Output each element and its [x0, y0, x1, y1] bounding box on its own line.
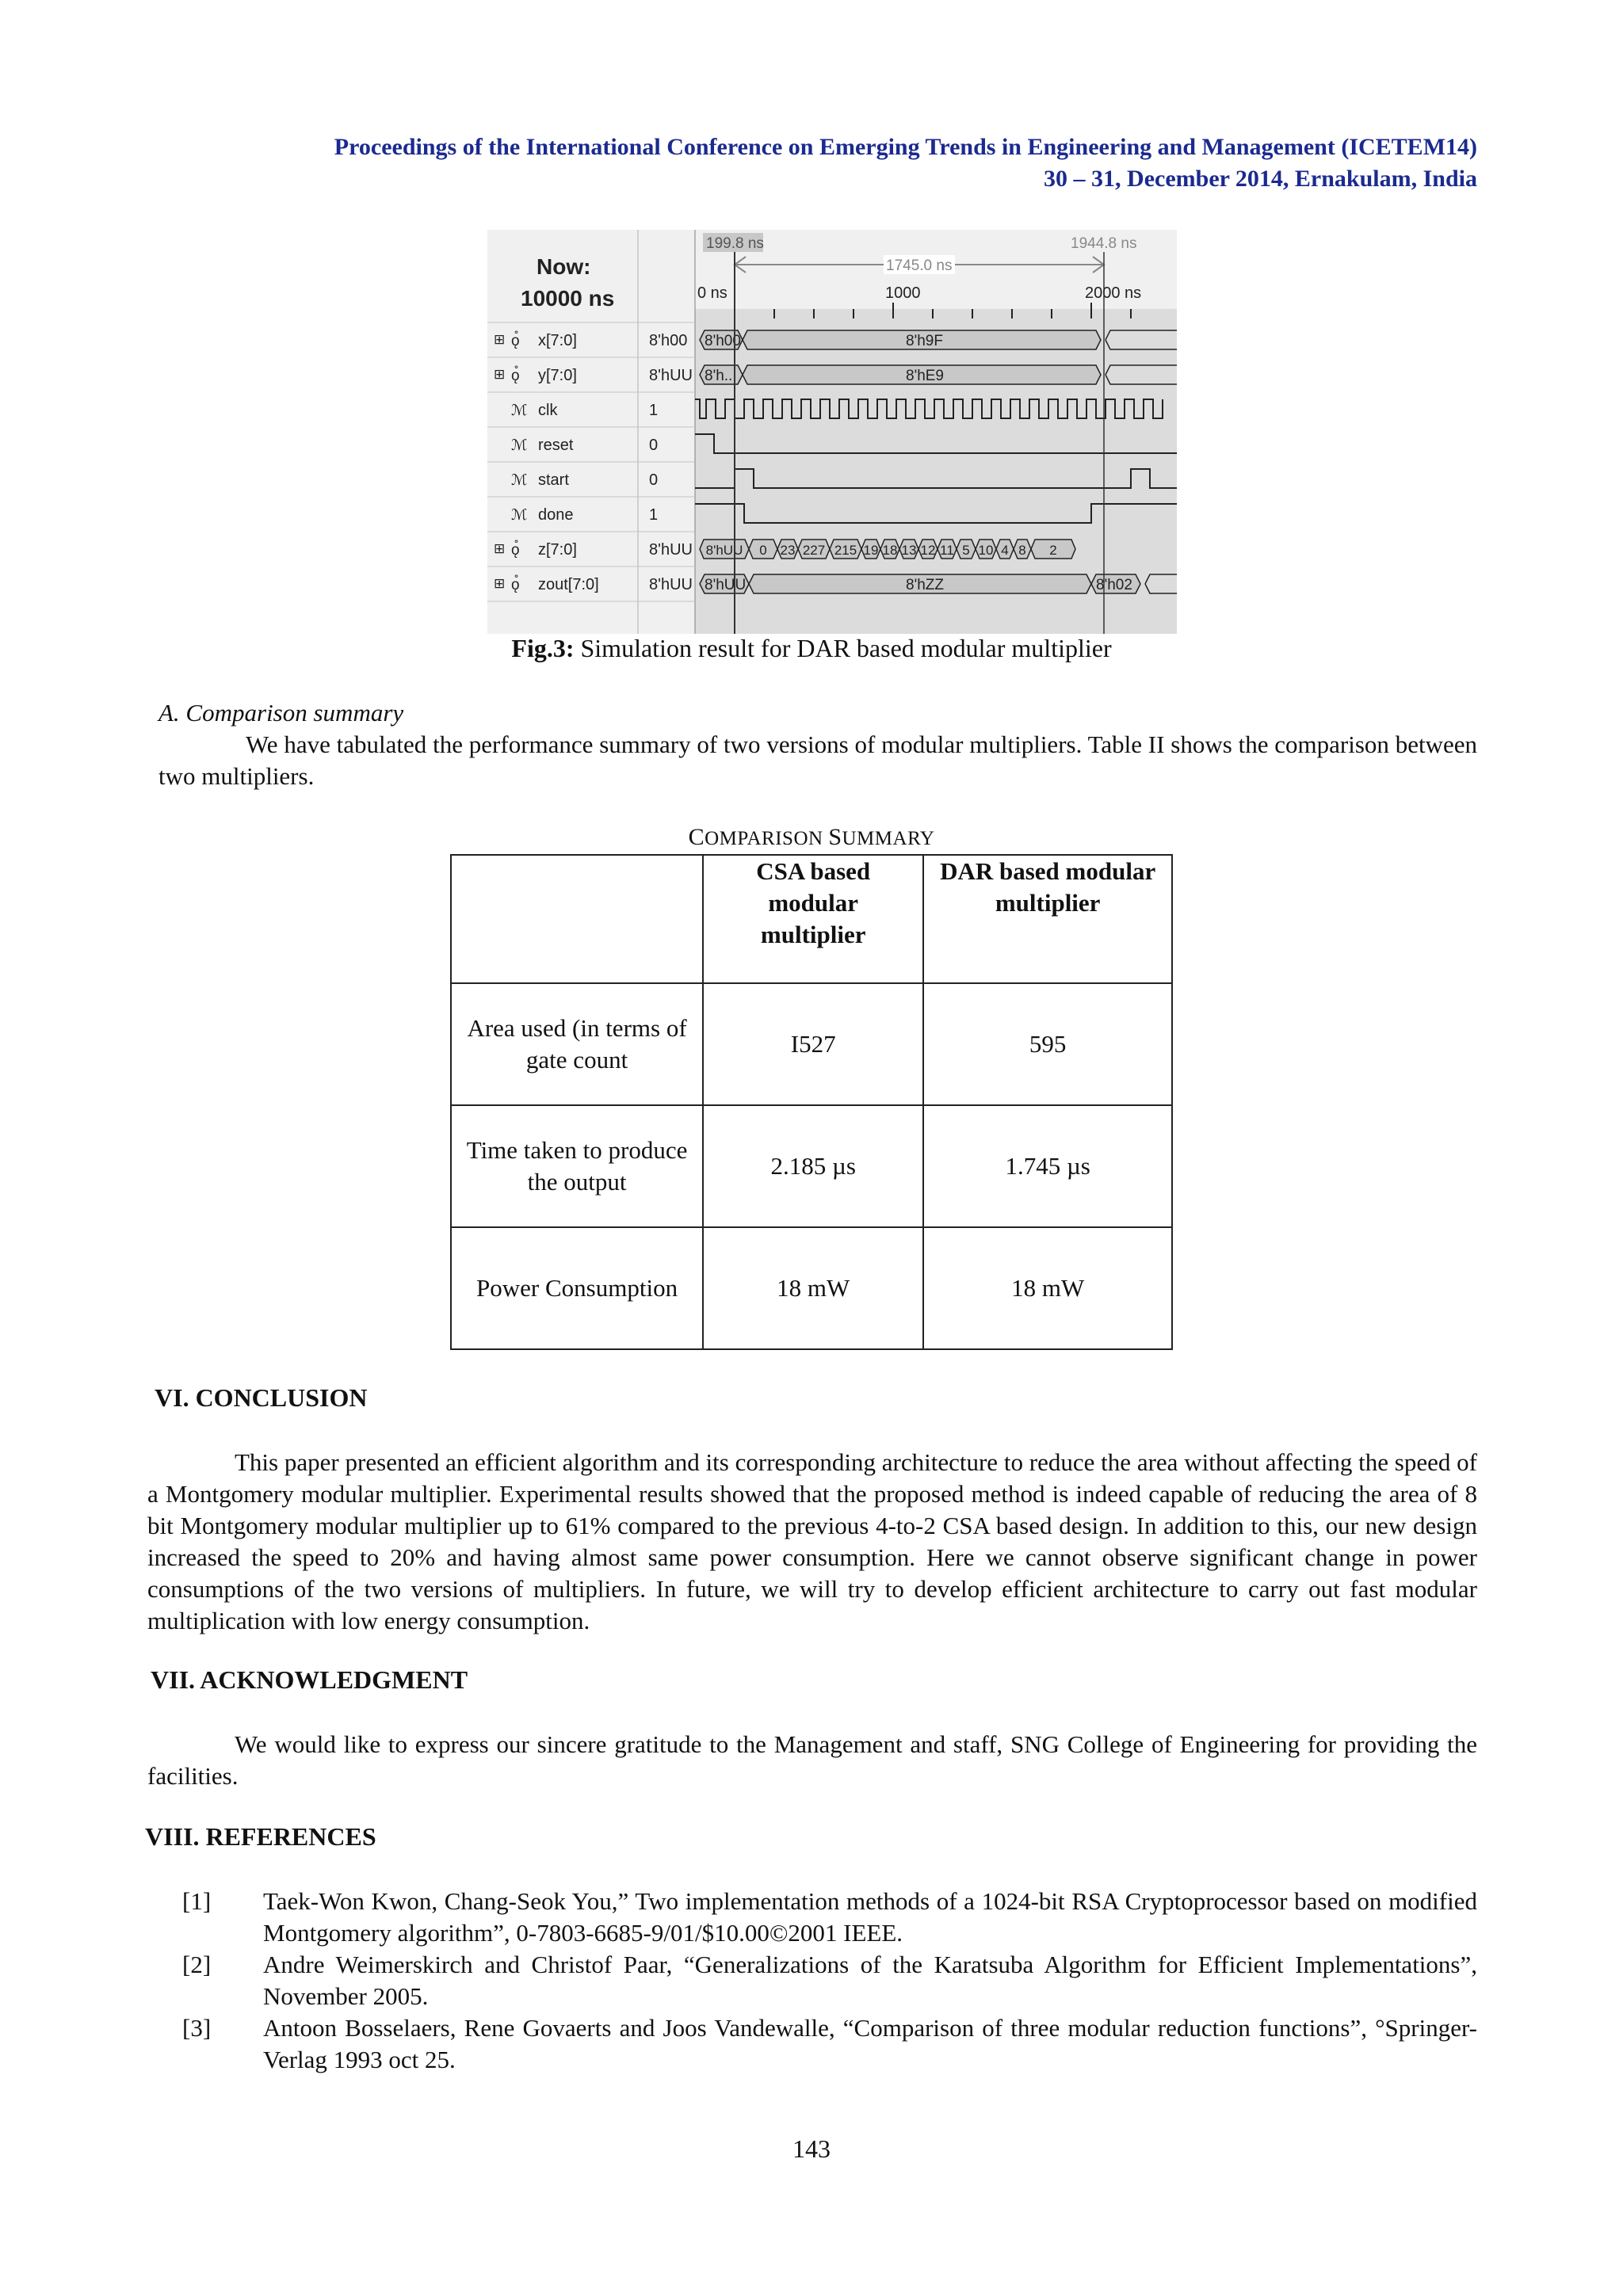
table-cell: I527 — [703, 983, 923, 1105]
reference-number: [3] — [182, 2014, 212, 2042]
z-segment-9-label: 5 — [962, 543, 970, 558]
conference-title: Proceedings of the International Conference on Emerging Trends in Engineering and Management (ICETEM14) — [334, 134, 1477, 160]
references-heading: VIII. REFERENCES — [145, 1822, 376, 1851]
comparison-paragraph: We have tabulated the performance summary of two versions of modular multipliers. Table II shows the comparison between two multipliers. — [158, 730, 1477, 790]
signal-value-x: 8'h00 — [649, 332, 688, 349]
signal-icon: ǫ̊ — [511, 577, 520, 593]
reference-item — [182, 1949, 1477, 2012]
z-segment-13-label: 2 — [1049, 543, 1057, 558]
signal-value-clk: 1 — [649, 402, 659, 419]
signal-icon: ǫ̊ — [511, 542, 520, 559]
delta-label: 1745.0 ns — [886, 257, 953, 274]
z-segment-10-label: 10 — [978, 543, 994, 558]
reference-text: Taek-Won Kwon, Chang-Seok You,” Two implementation methods of a 1024-bit RSA Cryptoprocessor based on modified Montgomery algorithm”, 0-7803-6685-9/01/$10.00©2001 IEEE. — [263, 1887, 1477, 1947]
table-header-row — [451, 855, 1172, 983]
svg-text:⊞: ⊞ — [494, 541, 506, 556]
signal-name-done: done — [538, 506, 574, 524]
now-value: 10000 ns — [521, 286, 615, 311]
z-segment-5-label: 18 — [882, 543, 898, 558]
z-segment-2-label: 227 — [802, 543, 826, 558]
z-segment-1-label: 23 — [780, 543, 796, 558]
reference-number: [1] — [182, 1887, 212, 1915]
signal-value-z: 8'hUU — [649, 541, 693, 559]
svg-text:8'h00: 8'h00 — [705, 333, 741, 349]
z-segment-6-label: 13 — [901, 543, 917, 558]
acknowledgment-heading: VII. ACKNOWLEDGMENT — [151, 1665, 468, 1694]
conclusion-paragraph: This paper presented an efficient algorithm and its corresponding architecture to reduce the area without affecting the speed of a Montgomery modular multiplier. Experimental results showed that the proposed method is indeed capable of reducing the area of 8 bit Montgomery modular multiplier up to 61% compared to the previous 4-to-2 CSA based design. In addition to this, our new design increased the speed to 20% and having almost same power consumption. Here we cannot observe significant change in power consumptions of the two versions of multipliers. In future, we will try to develop efficient architecture to carry out fast modular multiplication with low energy consumption. — [147, 1448, 1477, 1634]
svg-text:⊞: ⊞ — [494, 367, 506, 382]
figure-caption-text: Simulation result for DAR based modular multiplier — [574, 634, 1112, 662]
z-segment-initial-label: 8'hUU — [705, 543, 743, 558]
acknowledgment-paragraph: We would like to express our sincere gratitude to the Management and staff, SNG College of Engineering for providing the facilities. — [147, 1730, 1477, 1790]
table-cell: Area used (in terms of gate count — [451, 983, 703, 1105]
signal-icon: ℳ — [511, 472, 528, 489]
table-header-cell: DAR based modular multiplier — [923, 855, 1172, 983]
tick-label-0: 0 ns — [697, 284, 727, 302]
signal-icon: ℳ — [511, 437, 528, 454]
z-segment-3-label: 215 — [834, 543, 857, 558]
signal-icon: ǫ̊ — [511, 368, 520, 384]
signal-name-z: z[7:0] — [538, 541, 577, 559]
table-cell: 18 mW — [923, 1227, 1172, 1349]
signal-value-zout: 8'hUU — [649, 576, 693, 593]
table-header-cell — [451, 855, 703, 983]
signal-name-x: x[7:0] — [538, 332, 577, 349]
now-label: Now: — [537, 254, 591, 279]
marker-right-label: 1944.8 ns — [1071, 235, 1137, 252]
reference-number: [2] — [182, 1951, 212, 1978]
signal-icon: ℳ — [511, 507, 528, 524]
marker-left-label: 199.8 ns — [706, 235, 764, 252]
z-segment-0-label: 0 — [759, 543, 767, 558]
tick-label-2000: 2000 ns — [1085, 284, 1142, 302]
subsection-title: A. Comparison summary — [158, 699, 404, 727]
tick-label-1000: 1000 — [885, 284, 921, 302]
signal-row-zout — [494, 574, 1177, 593]
signal-name-start: start — [538, 471, 569, 489]
signal-value-done: 1 — [649, 506, 659, 524]
table-cell: 2.185 µs — [703, 1105, 923, 1227]
svg-text:8'h...: 8'h... — [705, 368, 737, 384]
svg-text:8'hUU: 8'hUU — [705, 577, 747, 593]
table-cell: Time taken to produce the output — [451, 1105, 703, 1227]
table-cell: 18 mW — [703, 1227, 923, 1349]
svg-text:⊞: ⊞ — [494, 576, 506, 591]
signal-value-y: 8'hUU — [649, 367, 693, 384]
z-segment-8-label: 11 — [940, 543, 954, 558]
comparison-table — [450, 854, 1173, 1350]
table-row — [451, 983, 1172, 1105]
svg-text:8'h02: 8'h02 — [1096, 577, 1132, 593]
z-segment-4-label: 19 — [863, 543, 879, 558]
table-row — [451, 1227, 1172, 1349]
svg-text:8'h9F: 8'h9F — [906, 333, 943, 349]
reference-item — [182, 1886, 1477, 1949]
table-caption: COMPARISON SUMMARY — [688, 824, 935, 850]
table-cell: Power Consumption — [451, 1227, 703, 1349]
conference-date: 30 – 31, December 2014, Ernakulam, India — [1044, 166, 1477, 192]
figure-caption — [0, 634, 1623, 663]
z-segment-7-label: 12 — [920, 543, 936, 558]
figure-caption-label: Fig.3: — [511, 634, 575, 662]
svg-text:8'hE9: 8'hE9 — [906, 368, 945, 384]
signal-name-reset: reset — [538, 437, 574, 454]
table-header-cell: CSA based modular multiplier — [703, 855, 923, 983]
signal-value-start: 0 — [649, 471, 659, 489]
conference-header — [158, 132, 1477, 195]
table-cell: 595 — [923, 983, 1172, 1105]
z-bus-segments — [700, 540, 1075, 559]
comparison-summary-section — [158, 697, 1477, 792]
table-cell: 1.745 µs — [923, 1105, 1172, 1227]
signal-value-reset: 0 — [649, 437, 659, 454]
reference-item — [182, 2012, 1477, 2076]
z-segment-11-label: 4 — [1001, 543, 1009, 558]
reference-text: Andre Weimerskirch and Christof Paar, “Generalizations of the Karatsuba Algorithm for Efficient Implementations”, November 2005. — [263, 1951, 1477, 2010]
z-segment-12-label: 8 — [1018, 543, 1026, 558]
signal-name-clk: clk — [538, 402, 558, 419]
svg-text:8'hZZ: 8'hZZ — [906, 577, 944, 593]
conclusion-heading: VI. CONCLUSION — [155, 1383, 368, 1412]
signal-name-zout: zout[7:0] — [538, 576, 599, 593]
signal-name-y: y[7:0] — [538, 367, 577, 384]
reference-text: Antoon Bosselaers, Rene Govaerts and Joos Vandewalle, “Comparison of three modular reduction functions”, °Springer-Verlag 1993 oct 25. — [263, 2014, 1477, 2073]
simulation-waveform-figure — [487, 230, 1177, 634]
signal-icon: ǫ̊ — [511, 333, 520, 349]
signal-icon: ℳ — [511, 402, 528, 419]
reference-list — [182, 1886, 1477, 2076]
svg-text:⊞: ⊞ — [494, 332, 506, 347]
page-number: 143 — [792, 2134, 831, 2163]
table-row — [451, 1105, 1172, 1227]
